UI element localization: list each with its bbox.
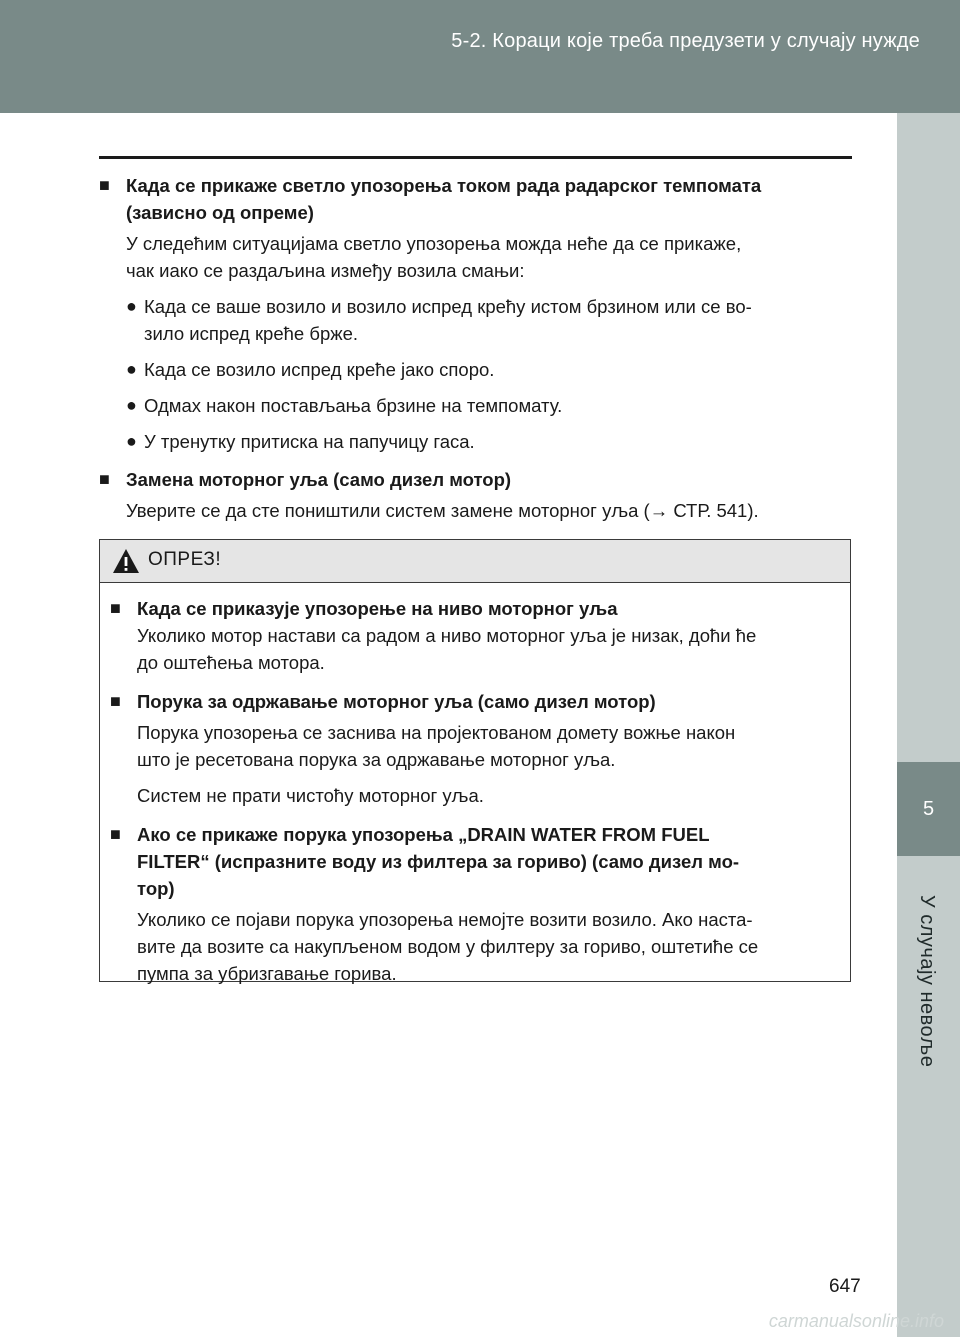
caution-line: вите да возите са накупљеном водом у филтеру за гориво, оштетиће се: [137, 936, 759, 957]
list-item-text: Одмах након постављања брзине на темпомату.: [144, 395, 563, 416]
square-bullet-icon: ■: [99, 469, 110, 489]
paragraph-line: чак иако се раздаљина између возила смањи:: [126, 260, 525, 281]
caution-title: ОПРЕЗ!: [148, 549, 222, 570]
caution-item-title: [137, 821, 739, 902]
section-heading-text: Замена моторног уља (само дизел мотор): [126, 469, 512, 490]
list-item-line: зило испред креће брже.: [144, 323, 359, 344]
caution-header: [100, 540, 850, 583]
caution-box: [99, 539, 851, 982]
list-item: [99, 428, 854, 455]
paragraph-line: У следећим ситуацијама светло упозорења можда неће да се прикаже,: [126, 233, 742, 254]
caution-item-heading: [110, 595, 838, 622]
caution-item-text: [110, 719, 838, 773]
caution-line: Уколико мотор настави са радом а ниво моторног уља је низак, доћи ће: [137, 625, 757, 646]
caution-title-line: FILTER“ (испразните воду из филтера за гориво) (само дизел мо-: [137, 851, 740, 872]
list-item-line: Када се ваше возило и возило испред крећу истом брзином или се во-: [144, 296, 752, 317]
caution-line: до оштећења мотора.: [137, 652, 325, 673]
caution-line: пумпа за убризгавање горива.: [137, 963, 397, 984]
caution-item-note: Систем не прати чистоћу моторног уља.: [137, 785, 484, 806]
square-bullet-icon: ■: [110, 598, 121, 618]
list-item-text: У тренутку притиска на папучицу гаса.: [144, 431, 475, 452]
bullet-icon: ●: [126, 431, 137, 451]
list-item-text: [144, 293, 752, 347]
square-bullet-icon: ■: [99, 175, 110, 195]
caution-title-line: Ако се прикаже порука упозорења „DRAIN WATER FROM FUEL: [137, 824, 710, 845]
paragraph: [99, 230, 854, 284]
side-tab: [897, 113, 960, 1337]
list-item: [99, 356, 854, 383]
chapter-title: 5-2. Кораци које треба предузети у случају нужде: [451, 30, 920, 52]
caution-item-text: [110, 906, 838, 987]
caution-line: Уколико се појави порука упозорења немојте возити возило. Ако наста-: [137, 909, 753, 930]
bullet-icon: ●: [126, 395, 137, 415]
list-item: [99, 392, 854, 419]
page-number: 647: [829, 1276, 861, 1297]
caution-item-heading: [110, 821, 838, 902]
side-tab-number: 5: [922, 798, 935, 820]
section-heading-text: Када се прикаже светло упозорења током рада радарског темпомата: [126, 175, 762, 196]
section-heading: [99, 172, 854, 199]
section-divider: [99, 156, 852, 159]
bullet-icon: ●: [126, 359, 137, 379]
caution-item-title: Порука за одржавање моторног уља (само дизел мотор): [137, 691, 656, 712]
caution-line: Порука упозорења се заснива на пројектованом домету вожње након: [137, 722, 736, 743]
paragraph: Уверите се да сте поништили систем замене моторног уља (→ СТР. 541).: [126, 500, 759, 521]
caution-item-text: [110, 622, 838, 676]
caution-item-heading: [110, 688, 838, 715]
main-content: [99, 172, 854, 524]
list-item: [99, 293, 854, 347]
caution-title-line: тор): [137, 878, 175, 899]
caution-item-title: Када се приказује упозорење на ниво моторног уља: [137, 598, 618, 619]
square-bullet-icon: ■: [110, 691, 121, 711]
warning-triangle-icon: [112, 548, 140, 574]
side-tab-label: У случају невоље: [916, 895, 938, 1068]
list-item-text: Када се возило испред креће јако споро.: [144, 359, 495, 380]
square-bullet-icon: ■: [110, 824, 121, 844]
bullet-icon: ●: [126, 296, 137, 316]
header-bar: [0, 0, 960, 113]
caution-body: [100, 583, 850, 987]
caution-line: што је ресетована порука за одржавање моторног уља.: [137, 749, 616, 770]
section-heading-cont: (зависно од опреме): [126, 202, 314, 223]
watermark: carmanualsonline.info: [768, 1311, 944, 1331]
section-heading: [99, 466, 854, 493]
